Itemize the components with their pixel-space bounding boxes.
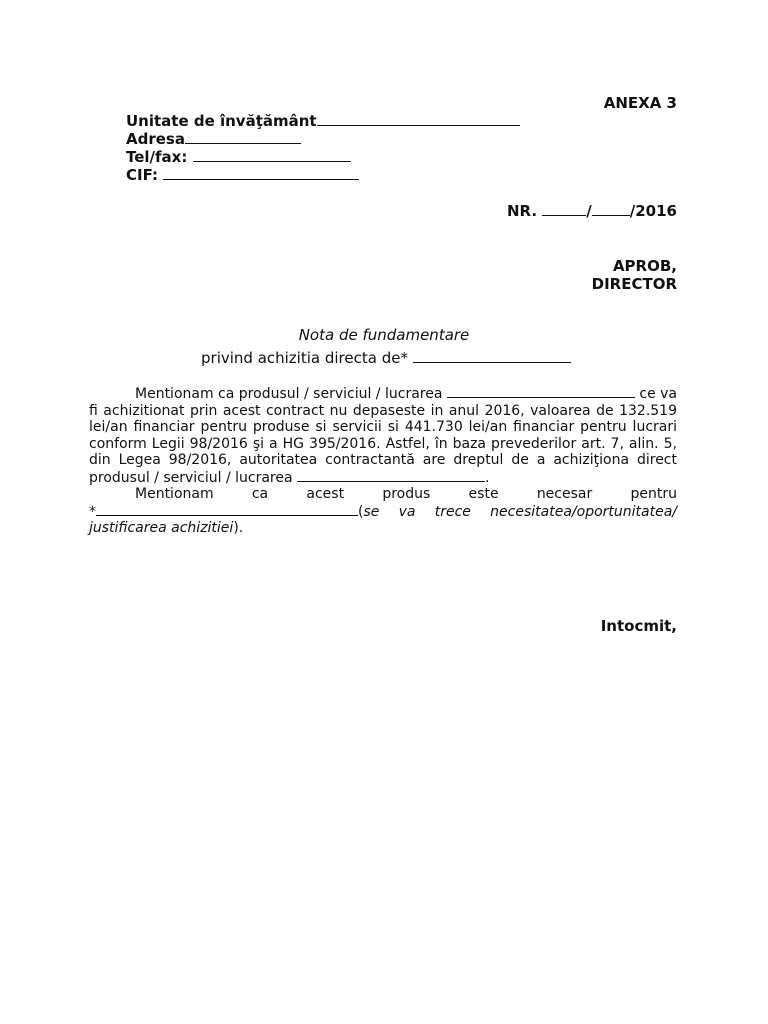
- paren-close: ).: [233, 520, 244, 537]
- paragraph-1-body: ce va fi achizitionat prin acest contract nu depaseste in anul 2016, valoarea de 132.519 lei/an financiar pentru produse si servicii si 441.730 lei/an financiar pentru lucrari conform Legii 98/2016 şi a HG 395/2016. Astfel, în baza prevederilor art. 7, alin. 5, din Legea 98/2016, autoritatea contractantă are dreptul de a achiziţiona direct produsul / serviciul / lucrarea: [89, 386, 678, 486]
- nr-year: 2016: [635, 202, 677, 220]
- nr-label: NR.: [506, 202, 538, 220]
- address-label: Adresa: [126, 130, 185, 148]
- telfax-line: [126, 148, 351, 166]
- paragraph-1-lead: Mentionam ca produsul / serviciul / lucrarea: [135, 386, 443, 402]
- unit-line: [126, 112, 520, 130]
- approve-label: APROB,: [612, 257, 677, 275]
- document-title: Nota de fundamentare: [298, 326, 470, 344]
- telfax-label: Tel/fax:: [126, 148, 188, 166]
- unit-label: Unitate de învăţământ: [126, 112, 317, 130]
- purpose-blank[interactable]: [96, 503, 358, 516]
- nr-separator-1: /: [586, 202, 592, 220]
- document-subtitle: [201, 349, 571, 367]
- paragraph-2-asterisk: *: [89, 503, 96, 520]
- paragraph-2-note: se va trece necesitatea/oportunitatea/ justificarea achizitiei: [89, 503, 677, 537]
- address-line: [126, 130, 301, 148]
- paragraph-1: [89, 385, 677, 487]
- cif-line: [126, 166, 359, 184]
- nr-blank[interactable]: [542, 202, 586, 216]
- subtitle-blank[interactable]: [413, 349, 571, 363]
- cif-blank[interactable]: [163, 166, 359, 180]
- registration-number: [507, 202, 677, 220]
- director-label: DIRECTOR: [591, 275, 677, 293]
- paragraph-2-first-line: Mentionam ca acest produs este necesar pentru: [135, 486, 677, 502]
- annex-label: ANEXA 3: [603, 94, 677, 112]
- nr-date-blank[interactable]: [592, 202, 630, 216]
- paragraph-1-end: .: [485, 469, 490, 486]
- address-blank[interactable]: [185, 130, 301, 144]
- cif-label: CIF:: [126, 166, 159, 184]
- paragraph-2: [89, 486, 677, 537]
- signature-label: Intocmit,: [600, 617, 677, 635]
- unit-blank[interactable]: [317, 112, 520, 126]
- subtitle-text: privind achizitia directa de*: [201, 349, 408, 367]
- telfax-blank[interactable]: [193, 148, 351, 162]
- nr-separator-2: /: [629, 202, 636, 220]
- paren-open: (: [358, 503, 364, 520]
- product-blank[interactable]: [447, 385, 635, 398]
- product-blank-2[interactable]: [297, 469, 485, 482]
